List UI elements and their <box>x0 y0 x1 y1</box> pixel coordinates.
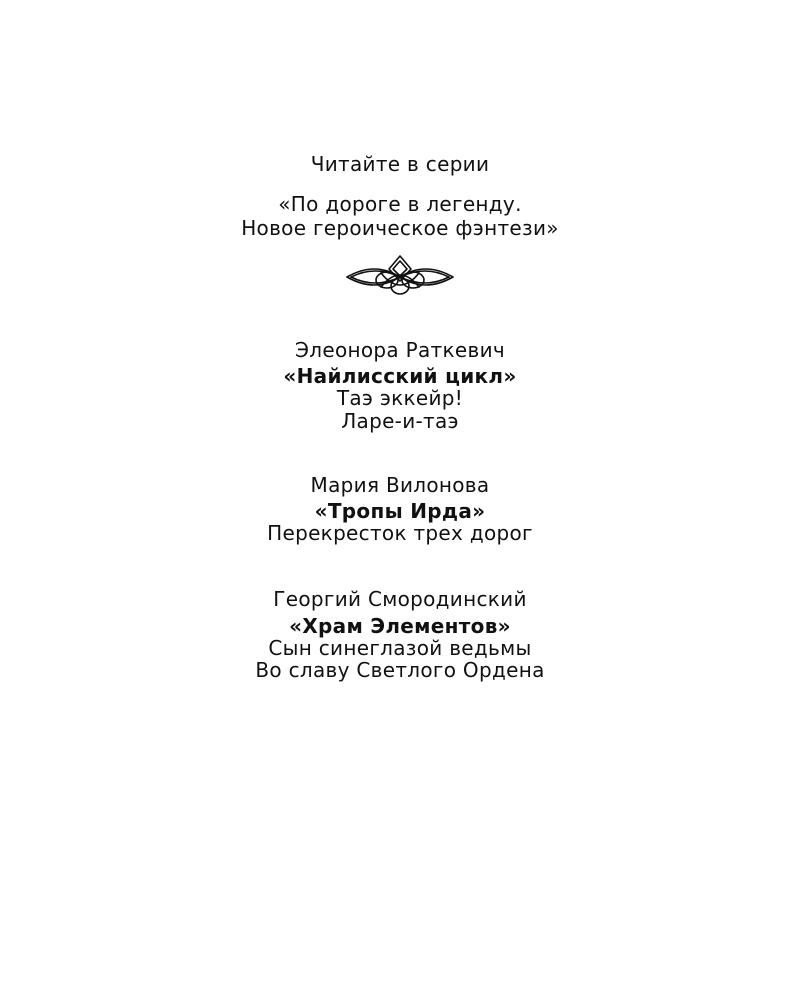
book-title: Перекресток трех дорог <box>267 521 533 545</box>
cycle-title: «Храм Элементов» <box>289 614 511 638</box>
book-title: Таэ эккейр! <box>336 386 464 410</box>
author-name: Элеонора Раткевич <box>295 338 505 362</box>
book-title: Сын синеглазой ведьмы <box>268 636 532 660</box>
author-name: Мария Вилонова <box>310 473 490 497</box>
series-title-line-1: «По дороге в легенду. <box>278 192 522 216</box>
series-title-line-2: Новое героическое фэнтези» <box>241 216 559 240</box>
celtic-knot-ornament-icon <box>345 253 455 299</box>
book-title: Во славу Светлого Ордена <box>255 658 545 682</box>
cycle-title: «Найлисский цикл» <box>283 364 517 388</box>
book-title: Ларе-и-таэ <box>341 409 459 433</box>
cycle-title: «Тропы Ирда» <box>314 499 486 523</box>
author-name: Георгий Смородинский <box>273 587 527 611</box>
series-intro: Читайте в серии <box>310 152 490 176</box>
